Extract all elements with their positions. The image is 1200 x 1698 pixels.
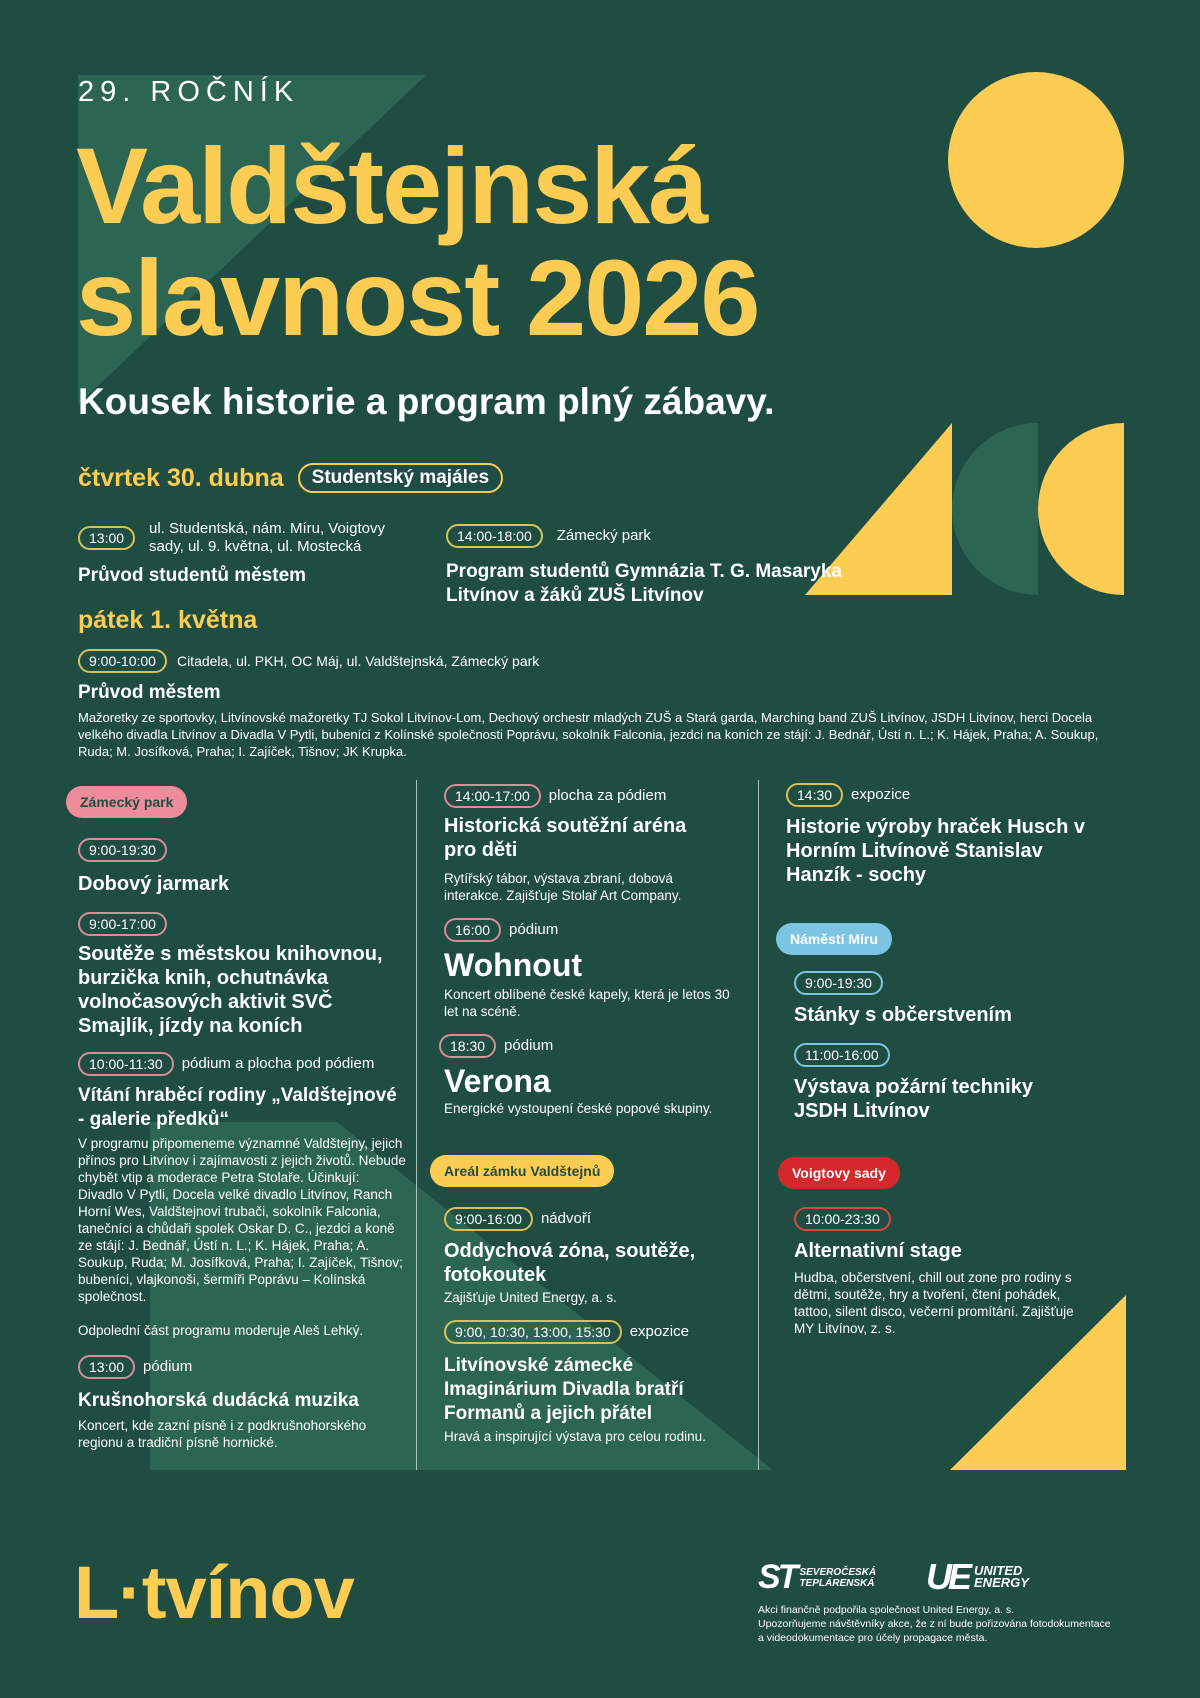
column-stage	[444, 784, 744, 1445]
event-title: Oddychová zóna, soutěže, fotokoutek	[444, 1240, 696, 1286]
event-desc: Koncert, kde zazní písně i z podkrušnohorského regionu a tradiční písně hornické.	[78, 1418, 367, 1450]
time-pill: 13:00	[78, 526, 135, 550]
event-location: pódium	[504, 1037, 554, 1054]
time-pill: 9:00-16:00	[444, 1207, 533, 1231]
thursday-header	[78, 463, 503, 493]
ue-logo-line2: ENERGY	[974, 1575, 1029, 1590]
time-pill: 10:00-11:30	[78, 1052, 174, 1076]
time-pill: 14:30	[786, 783, 843, 807]
event-location: expozice	[629, 1323, 689, 1340]
event-desc: Koncert oblíbené české kapely, která je letos 30 let na scéně.	[444, 987, 730, 1019]
time-pill: 9:00, 10:30, 13:00, 15:30	[444, 1320, 622, 1344]
time-pill: 9:00-10:00	[78, 649, 167, 673]
event-title: Průvod městem	[78, 682, 221, 703]
event-title: Výstava požární techniky JSDH Litvínov	[794, 1076, 1033, 1122]
time-pill: 18:30	[439, 1034, 496, 1058]
majales-badge: Studentský majáles	[298, 463, 503, 493]
title-line-1: Valdštejnská	[76, 125, 707, 246]
edition-label: 29. ROČNÍK	[78, 76, 300, 108]
time-pill: 9:00-19:30	[78, 838, 167, 862]
page-title	[76, 125, 759, 358]
time-pill: 16:00	[444, 918, 501, 942]
column-zamecky-park	[66, 786, 406, 1451]
event-title: Vítání hraběcí rodiny „Valdštejnové - galerie předků“	[78, 1085, 397, 1130]
time-pill: 11:00-16:00	[794, 1043, 890, 1067]
event-item	[78, 912, 406, 1038]
st-logo-text	[799, 1567, 876, 1589]
ue-logo-line1: UNITED	[974, 1563, 1023, 1578]
title-line-2: slavnost 2026	[76, 237, 759, 358]
event-item	[794, 971, 1116, 1027]
day-title-thursday: čtvrtek 30. dubna	[78, 463, 284, 492]
event-title: Dobový jarmark	[78, 873, 230, 895]
event-item	[794, 1043, 1116, 1123]
column-right	[786, 783, 1116, 1337]
st-logo-line2: TEPLÁRENSKÁ	[799, 1577, 875, 1589]
section-voigtovy	[778, 1157, 1116, 1189]
footer-note-3: a videodokumentace pro účely propagace města.	[758, 1632, 988, 1644]
column-divider	[416, 780, 417, 1470]
event-item	[794, 1207, 1094, 1337]
ue-logo-text	[974, 1565, 1029, 1589]
event-location: ul. Studentská, nám. Míru, Voigtovy sady, ul. 9. května, ul. Mostecká	[149, 520, 385, 555]
litvinov-logo: L·tvínov	[74, 1551, 354, 1634]
event-title: Krušnohorská dudácká muzika	[78, 1390, 359, 1411]
event-desc: Hravá a inspirující výstava pro celou rodinu.	[444, 1429, 706, 1444]
event-item	[444, 784, 744, 904]
footer-notice	[758, 1603, 1111, 1645]
event-item	[444, 1207, 744, 1306]
event-item	[444, 918, 744, 1020]
event-location: Zámecký park	[556, 527, 651, 544]
st-logo-line1: SEVEROČESKÁ	[799, 1566, 877, 1578]
event-item	[78, 1052, 406, 1339]
st-logo-mark: ST	[758, 1558, 796, 1596]
column-divider	[758, 780, 759, 1470]
event-title: Wohnout	[444, 947, 583, 983]
time-pill: 10:00-23:30	[794, 1207, 891, 1231]
event-desc: Rytířský tábor, výstava zbraní, dobová interakce. Zajišťuje Stolař Art Company.	[444, 871, 682, 903]
event-location: expozice	[851, 786, 911, 803]
section-namesti	[776, 923, 1116, 955]
time-pill: 9:00-19:30	[794, 971, 883, 995]
event-title: Soutěže s městskou knihovnou, burzička knih, ochutnávka volnočasových aktivit SVČ Smajlík, jízdy na koních	[78, 943, 383, 1037]
ue-logo-mark: UE	[926, 1556, 969, 1597]
event-desc-moderator: Odpolední část programu moderuje Aleš Lehký.	[78, 1323, 364, 1338]
event-title: Historie výroby hraček Husch v Horním Litvínově Stanislav Hanzík - sochy	[786, 816, 1086, 886]
decorative-half-circle-yellow	[1038, 423, 1124, 595]
event-city-parade	[78, 649, 1128, 760]
event-location: plocha za pódiem	[548, 787, 667, 804]
event-item	[78, 1355, 406, 1451]
event-title: Litvínovské zámecké Imaginárium Divadla bratří Formanů a jejich přátel	[444, 1355, 684, 1424]
time-pill: 13:00	[78, 1355, 135, 1379]
event-item	[786, 783, 1116, 887]
section-areal	[430, 1155, 744, 1187]
event-desc: Mažoretky ze sportovky, Litvínovské mažoretky TJ Sokol Litvínov-Lom, Dechový orchestr mladých ZUŠ a Stará garda, Marching band ZUŠ Litvínov, JSDH Litvínov, herci Docela velkého divadla Litvínov a Divadla V Pytli, bubeníci z Kolínské společnosti Poprávu, sokolník Falconia, jezdci na koních ze stájí: J. Bednář, Ústí n. L.; K. Hájek, Praha; A. Soukup, Ruda; M. Josífková, Praha; I. Zajíček, Tišnov; JK Krupka.	[78, 710, 1099, 759]
footer-note-1: Akci finančně podpořila společnost United Energy, a. s.	[758, 1604, 1015, 1616]
sponsor-logo-st	[758, 1558, 876, 1597]
event-desc: Zajišťuje United Energy, a. s.	[444, 1290, 617, 1305]
event-location: Citadela, ul. PKH, OC Máj, ul. Valdštejnská, Zámecký park	[176, 653, 540, 669]
event-desc: V programu připomeneme významné Valdštejny, jejich přínos pro Litvínov i zajímavosti z jejich životů. Nebude chybět vtip a moderace Petra Stolaře. Účinkují: Divadlo V Pytli, Docela velké divadlo Litvínov, Ranch Horní Wes, Valdštejnovi trubači, sokolník Falconia, tanečníci a chůdaři spolek Oskar D. C., jezdci a koně ze stájí: J. Bednář, Ústí n. L.; K. Hájek, Praha; A. Soukup, Ruda; M. Josífková, Praha; I. Zajíček, Tišnov; bubeníci, vlajkonoši, šermíři Poprávu – Kolínská společnost.	[78, 1136, 406, 1304]
footer-note-2: Upozorňujeme návštěvníky akce, že z ní bude pořizována fotodokumentace	[758, 1618, 1111, 1630]
event-location: pódium	[143, 1358, 193, 1375]
section-tag-namesti-miru: Náměstí Míru	[776, 923, 892, 955]
event-title: Program studentů Gymnázia T. G. Masaryka Litvínov a žáků ZUŠ Litvínov	[446, 561, 842, 606]
section-tag-zamecky-park: Zámecký park	[66, 786, 187, 818]
subtitle: Kousek historie a program plný zábavy.	[78, 381, 775, 422]
event-location: nádvoří	[540, 1210, 591, 1227]
event-desc: Hudba, občerstvení, chill out zone pro rodiny s dětmi, soutěže, hry a tvoření, čtení pohádek, tattoo, silent disco, večerní promítání. Zajišťuje MY Litvínov, z. s.	[794, 1270, 1074, 1336]
event-location: pódium	[509, 921, 559, 938]
section-tag-areal-zamku: Areál zámku Valdštejnů	[430, 1155, 614, 1187]
event-title: Historická soutěžní aréna pro děti	[444, 815, 687, 861]
time-pill: 14:00-18:00	[446, 524, 543, 548]
time-pill: 9:00-17:00	[78, 912, 167, 936]
event-location: pódium a plocha pod pódiem	[181, 1055, 375, 1072]
decorative-circle	[948, 72, 1124, 248]
decorative-half-circle-green	[952, 423, 1038, 595]
section-tag-voigtovy-sady: Voigtovy sady	[778, 1157, 900, 1189]
day-title-friday: pátek 1. května	[78, 606, 258, 634]
event-student-program	[446, 524, 866, 608]
event-title: Stánky s občerstvením	[794, 1004, 1012, 1026]
event-title: Průvod studentů městem	[78, 565, 307, 586]
event-item	[78, 838, 406, 896]
sponsor-logo-ue	[926, 1556, 1029, 1598]
event-desc: Energické vystoupení české popové skupiny.	[444, 1101, 713, 1116]
event-title: Alternativní stage	[794, 1240, 962, 1262]
time-pill: 14:00-17:00	[444, 784, 541, 808]
event-student-parade	[78, 520, 418, 588]
event-title: Verona	[444, 1063, 551, 1099]
event-item	[439, 1034, 744, 1117]
event-item	[444, 1320, 744, 1445]
